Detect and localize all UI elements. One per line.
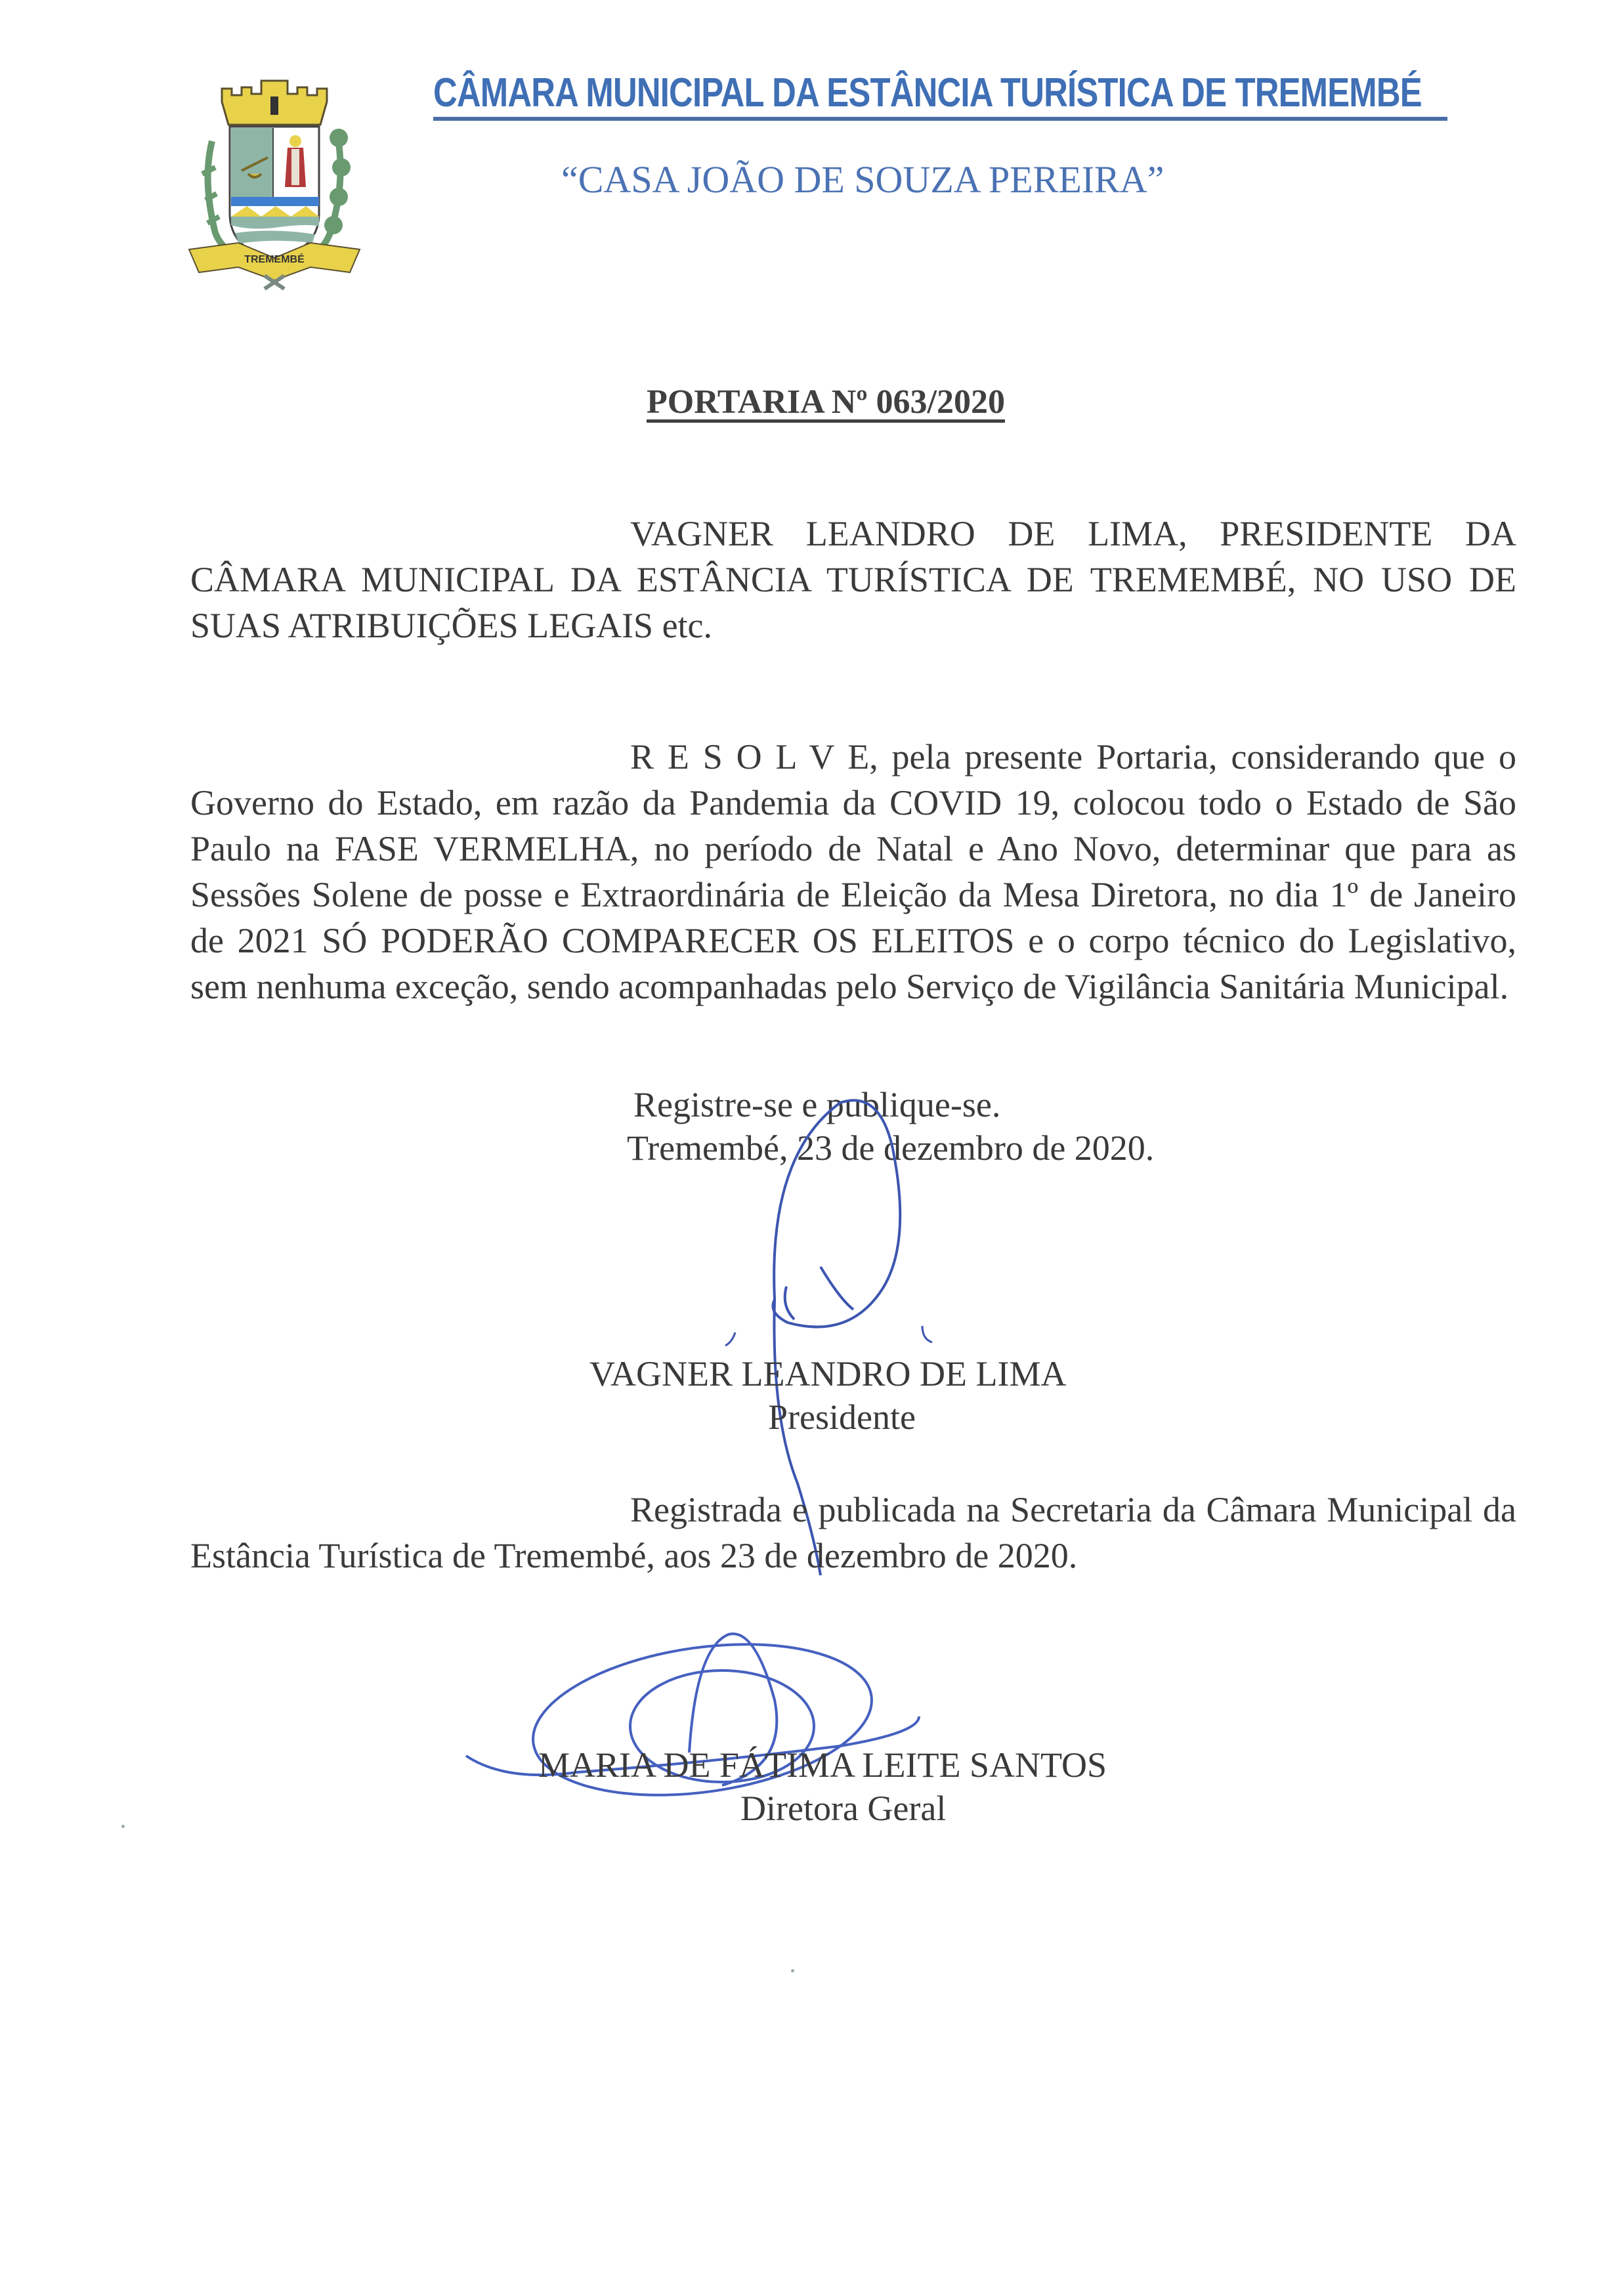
coat-of-arms-icon [176, 75, 373, 292]
resolve-paragraph [190, 734, 1516, 1010]
signatory-president-name: VAGNER LEANDRO DE LIMA [589, 1354, 1067, 1393]
resolve-text: R E S O L V E, pela presente Portaria, considerando que o Governo do Estado, em razão da Pandemia da COVID 19, colocou todo o Estado de São Paulo na FASE VERMELHA, no período de Natal e Ano Novo, determinar que para as Sessões Solene de posse e Extraordinária de Eleição da Mesa Diretora, no dia 1º de Janeiro de 2021 SÓ PODERÃO COMPARECER OS ELEITOS e o corpo técnico do Legislativo, sem nenhuma exceção, sendo acompanhadas pelo Serviço de Vigilância Sanitária Municipal. [190, 737, 1516, 1006]
registration-text: Registrada e publicada na Secretaria da Câmara Municipal da Estância Turística de Tremembé, aos 23 de dezembro de 2020. [190, 1490, 1516, 1575]
signatory-director-name: MARIA DE FÁTIMA LEITE SANTOS [538, 1745, 1107, 1785]
registration-paragraph [190, 1487, 1516, 1579]
signatory-director-role: Diretora Geral [740, 1789, 947, 1828]
document-title: PORTARIA Nº 063/2020 [647, 383, 1005, 421]
institution-subtitle: “CASA JOÃO DE SOUZA PEREIRA” [561, 158, 1165, 201]
preamble-text: VAGNER LEANDRO DE LIMA, PRESIDENTE DA CÂMARA MUNICIPAL DA ESTÂNCIA TURÍSTICA DE TREMEMBÉ, NO USO DE SUAS ATRIBUIÇÕES LEGAIS etc. [190, 514, 1516, 645]
preamble-paragraph [190, 511, 1516, 648]
header-underline [433, 117, 1447, 121]
scan-speck [121, 1825, 125, 1828]
svg-text:TREMEMBÉ: TREMEMBÉ [244, 254, 305, 265]
signatory-president-role: Presidente [768, 1397, 916, 1437]
place-date: Tremembé, 23 de dezembro de 2020. [627, 1128, 1155, 1168]
closing-text: Registre-se e publique-se. [633, 1085, 1001, 1124]
scan-speck [791, 1969, 794, 1972]
institution-header: CÂMARA MUNICIPAL DA ESTÂNCIA TURÍSTICA DE TREMEMBÉ [433, 70, 1422, 116]
municipal-crest [176, 75, 373, 292]
